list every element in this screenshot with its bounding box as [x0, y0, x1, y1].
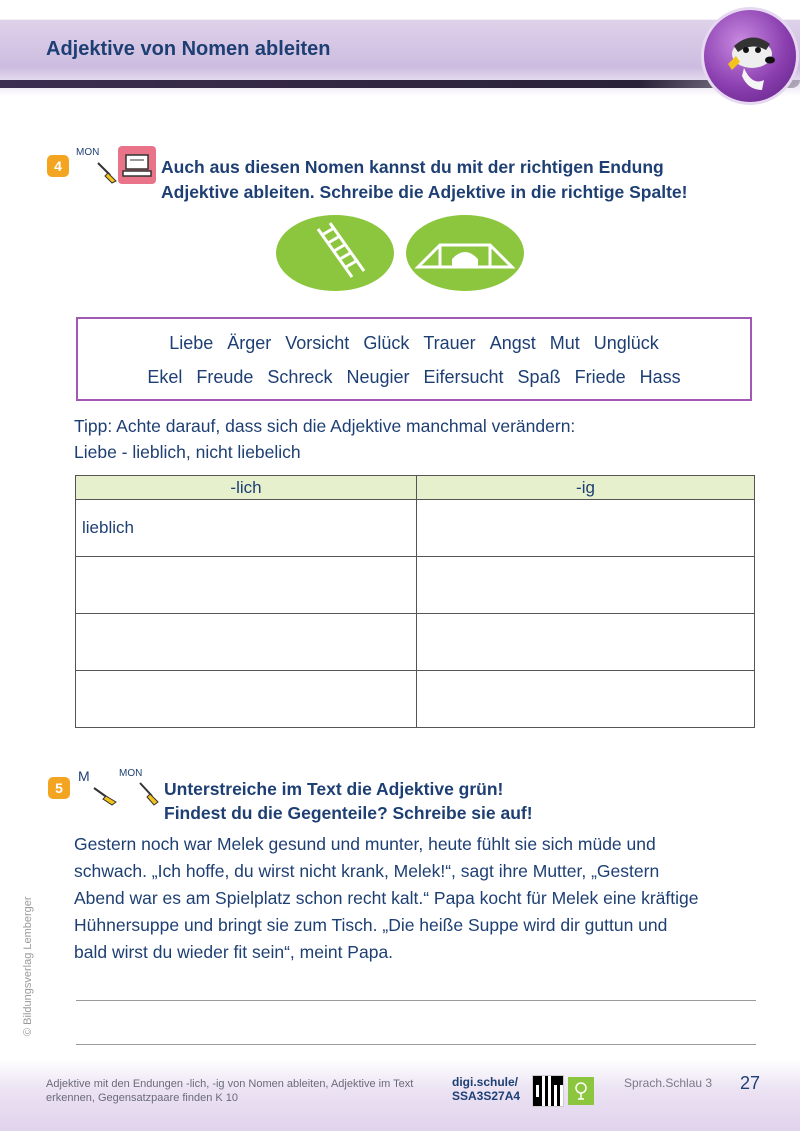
copyright-text: © Bildungsverlag Lemberger: [22, 896, 34, 1036]
word-box: [76, 317, 752, 401]
word-item: Ärger: [227, 333, 272, 353]
answer-cell[interactable]: [76, 557, 417, 614]
footer-description: Adjektive mit den Endungen -lich, -ig von Nomen ableiten, Adjektive im Text erkennen, Gegensatzpaare finden K 10: [46, 1078, 414, 1104]
page-title: Adjektive von Nomen ableiten: [46, 38, 331, 60]
adjective-table: [75, 475, 755, 728]
table-row: [76, 500, 755, 557]
word-item: Mut: [549, 333, 580, 353]
tip-line1: Tipp: Achte darauf, dass sich die Adjektive manchmal verändern:: [74, 416, 576, 436]
story-text: [74, 831, 764, 966]
word-item: Eifersucht: [423, 367, 504, 387]
task-number-badge: 4: [47, 155, 69, 177]
mon-label: MON: [76, 147, 100, 158]
word-item: Freude: [196, 367, 254, 387]
story-line: Gestern noch war Melek gesund und munter, heute fühlt sie sich müde und: [74, 834, 656, 854]
word-item: Spaß: [517, 367, 561, 387]
answer-cell[interactable]: [417, 614, 755, 671]
word-item: Hass: [639, 367, 681, 387]
story-line: Hühnersuppe und bringt sie zum Tisch. „Die heiße Suppe wird dir guttun und: [74, 915, 668, 935]
story-line: schwach. „Ich hoffe, du wirst nicht krank, Melek!“, sagt ihre Mutter, „Gestern: [74, 861, 660, 881]
story-line: bald wirst du wieder fit sein“, meint Papa.: [74, 942, 394, 962]
column-header-lich: -lich: [76, 476, 417, 500]
writing-line[interactable]: [76, 1044, 756, 1045]
task4-instruction-line2: Adjektive ableiten. Schreibe die Adjektive in die richtige Spalte!: [161, 182, 688, 202]
table-row: [76, 557, 755, 614]
tip-line2: Liebe - lieblich, nicht liebelich: [74, 442, 301, 462]
digi-link-line1: digi.schule/: [452, 1075, 519, 1089]
column-header-ig: -ig: [417, 476, 755, 500]
bridge-icon: [406, 215, 524, 291]
digi-link[interactable]: [452, 1075, 520, 1103]
story-line: Abend war es am Spielplatz schon recht kalt.“ Papa kocht für Melek eine kräftige: [74, 888, 699, 908]
computer-icon: [118, 146, 156, 184]
word-item: Liebe: [169, 333, 214, 353]
qr-code-icon[interactable]: [533, 1076, 563, 1106]
word-item: Angst: [489, 333, 536, 353]
page-number: 27: [740, 1073, 761, 1093]
highlighter-icon: [136, 780, 160, 806]
answer-cell[interactable]: [417, 557, 755, 614]
answer-cell[interactable]: [417, 500, 755, 557]
answer-cell[interactable]: [76, 671, 417, 728]
digi-link-code: SSA3S27A4: [452, 1089, 521, 1103]
word-row: [78, 367, 750, 388]
brand-name: Sprach.Schlau 3: [624, 1076, 713, 1090]
task4-instruction-line1: Auch aus diesen Nomen kannst du mit der richtigen Endung: [161, 157, 664, 177]
word-item: Neugier: [346, 367, 410, 387]
word-item: Glück: [363, 333, 410, 353]
answer-cell[interactable]: lieblich: [76, 500, 417, 557]
answer-cell[interactable]: [76, 614, 417, 671]
mascot-icon: [704, 10, 796, 102]
word-item: Ekel: [147, 367, 183, 387]
ladder-icon: [276, 215, 394, 291]
mon-label: MON: [119, 768, 143, 779]
lightbulb-icon: [568, 1077, 594, 1105]
word-item: Schreck: [267, 367, 333, 387]
m-label: M: [78, 768, 90, 784]
task5-instruction-line2: Findest du die Gegenteile? Schreibe sie auf!: [164, 803, 533, 823]
word-item: Friede: [574, 367, 626, 387]
table-row: [76, 671, 755, 728]
highlighter-icon: [94, 160, 118, 184]
word-row: [78, 333, 750, 354]
word-item: Unglück: [593, 333, 659, 353]
table-row: [76, 614, 755, 671]
answer-cell[interactable]: [417, 671, 755, 728]
word-item: Vorsicht: [285, 333, 350, 353]
word-item: Trauer: [423, 333, 476, 353]
task5-instruction-line1: Unterstreiche im Text die Adjektive grün!: [164, 779, 504, 799]
task-number-badge: 5: [48, 777, 70, 799]
writing-line[interactable]: [76, 1000, 756, 1001]
highlighter-icon: [92, 782, 118, 806]
